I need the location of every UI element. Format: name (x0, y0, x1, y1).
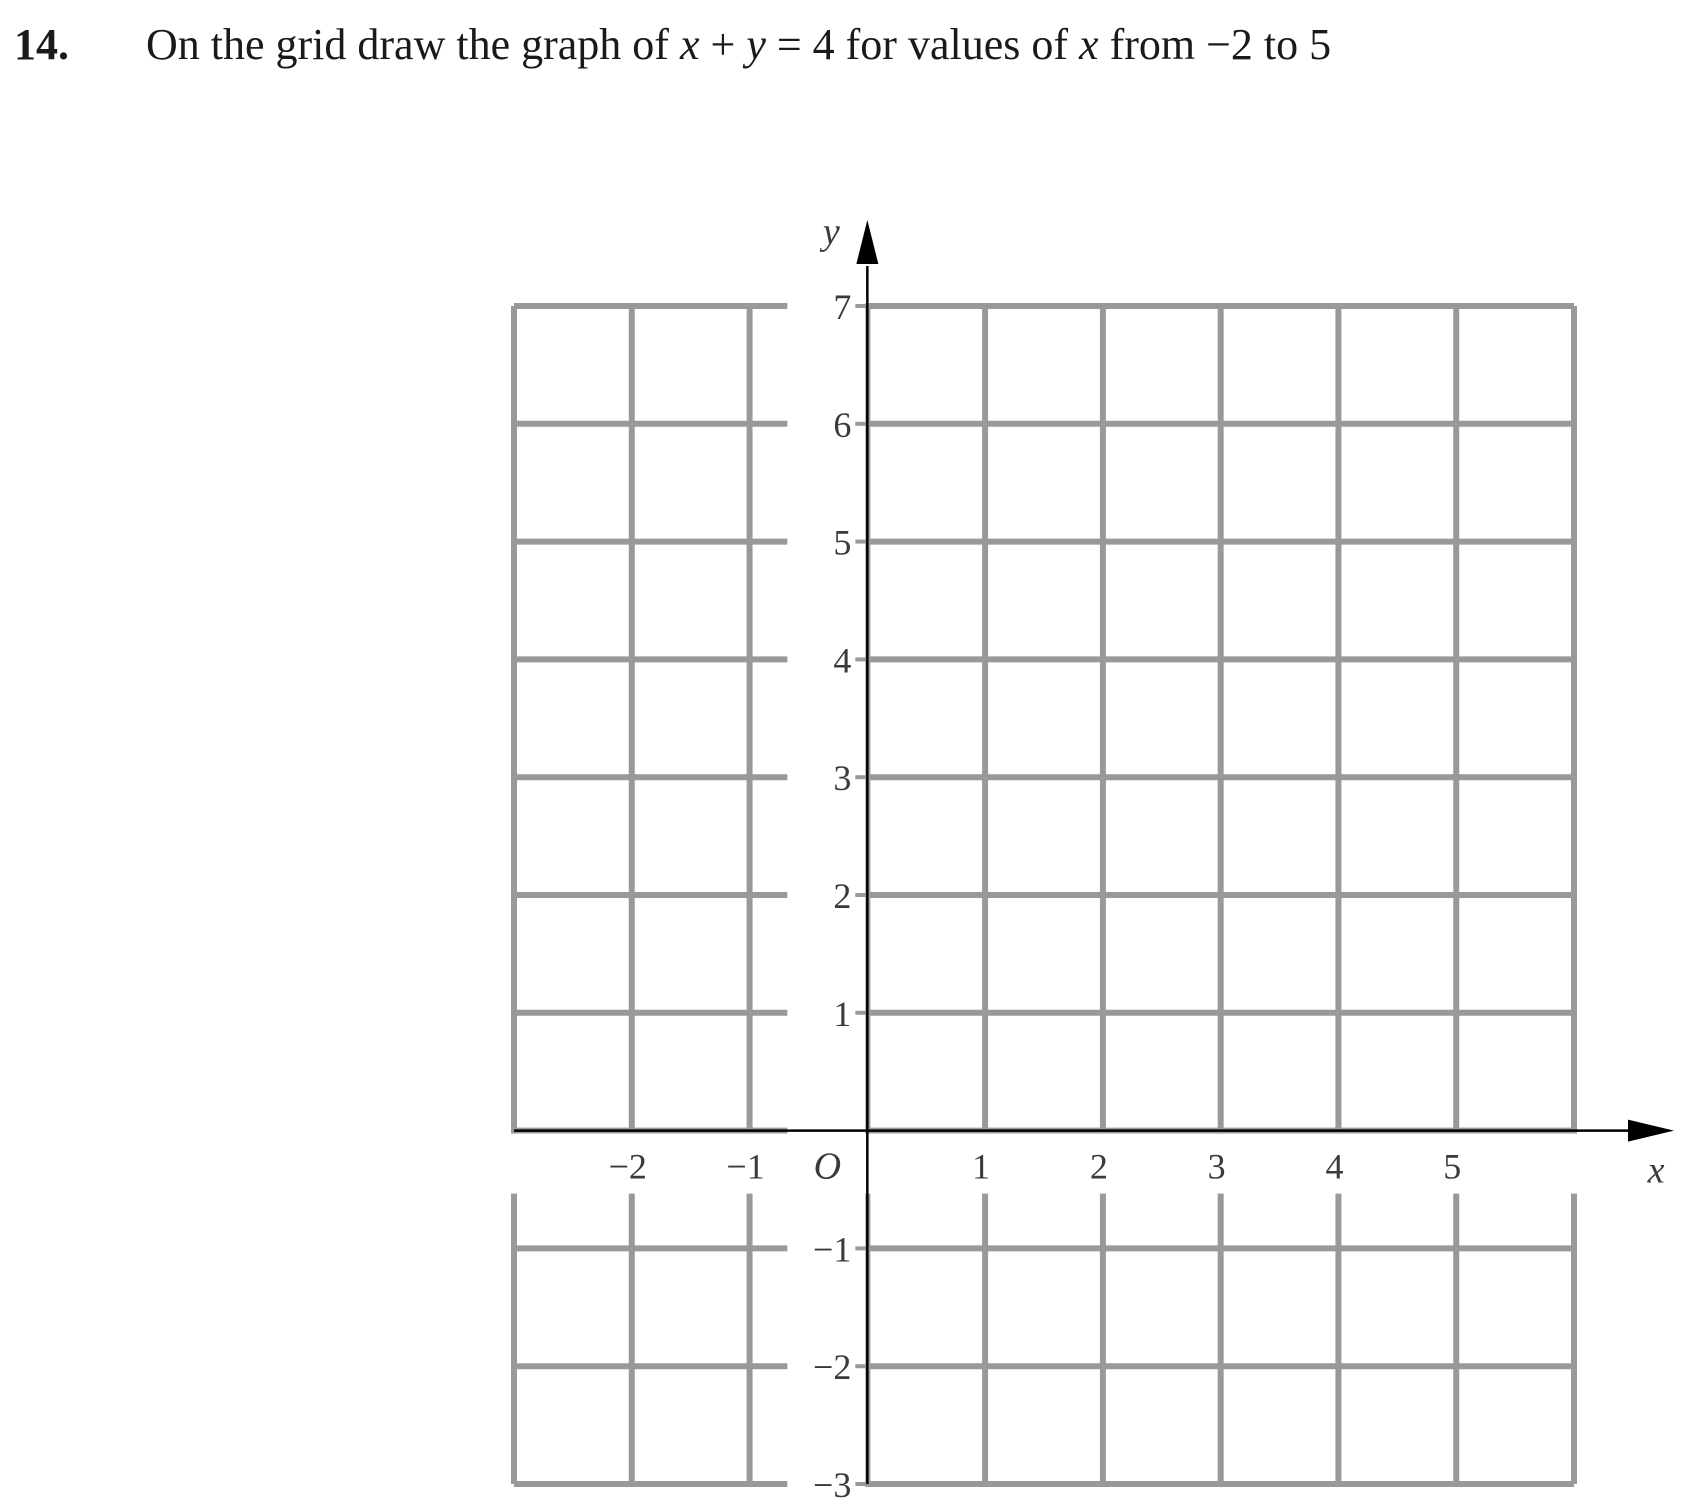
y-tick-label: 6 (833, 404, 852, 445)
y-label-band (787, 300, 865, 1490)
x-tick-label: 1 (972, 1146, 991, 1187)
question-text-part: On the grid draw the graph of (146, 19, 680, 69)
y-tick-label: 2 (833, 876, 852, 916)
y-tick-label: −3 (813, 1465, 852, 1505)
question-number: 14. (14, 19, 69, 69)
y-tick-label: 1 (833, 993, 852, 1034)
x-tick-label: −2 (608, 1146, 647, 1187)
y-tick-label: 3 (833, 758, 852, 799)
y-tick-label: 4 (833, 640, 852, 681)
y-axis-arrow (856, 220, 878, 264)
axes (514, 220, 1674, 1484)
question-variable-y: y (746, 19, 766, 69)
x-tick-label: −1 (726, 1146, 765, 1187)
origin-label: O (813, 1145, 842, 1188)
x-tick-label: 4 (1325, 1146, 1344, 1187)
question-text-part: from −2 to 5 (1098, 19, 1332, 69)
x-tick-label: 5 (1443, 1146, 1462, 1187)
y-tick-label: 7 (833, 287, 852, 327)
question-text-part: + (699, 19, 747, 69)
grid-lines (514, 306, 1574, 1484)
y-axis-label: y (822, 211, 840, 253)
question-variable-x: x (1079, 19, 1099, 69)
question-text-part: = 4 for values of (765, 19, 1080, 69)
question-variable-x: x (679, 19, 700, 69)
tick-labels (609, 211, 1665, 1505)
x-axis-arrow (1628, 1120, 1674, 1142)
x-tick-label: 2 (1089, 1146, 1108, 1187)
y-tick-label: −1 (813, 1229, 852, 1270)
x-tick-label: 3 (1207, 1146, 1226, 1187)
y-tick-label: −2 (813, 1347, 852, 1388)
x-label-band (510, 1134, 1578, 1194)
x-axis-label: x (1647, 1149, 1665, 1192)
y-tick-label: 5 (833, 522, 852, 563)
